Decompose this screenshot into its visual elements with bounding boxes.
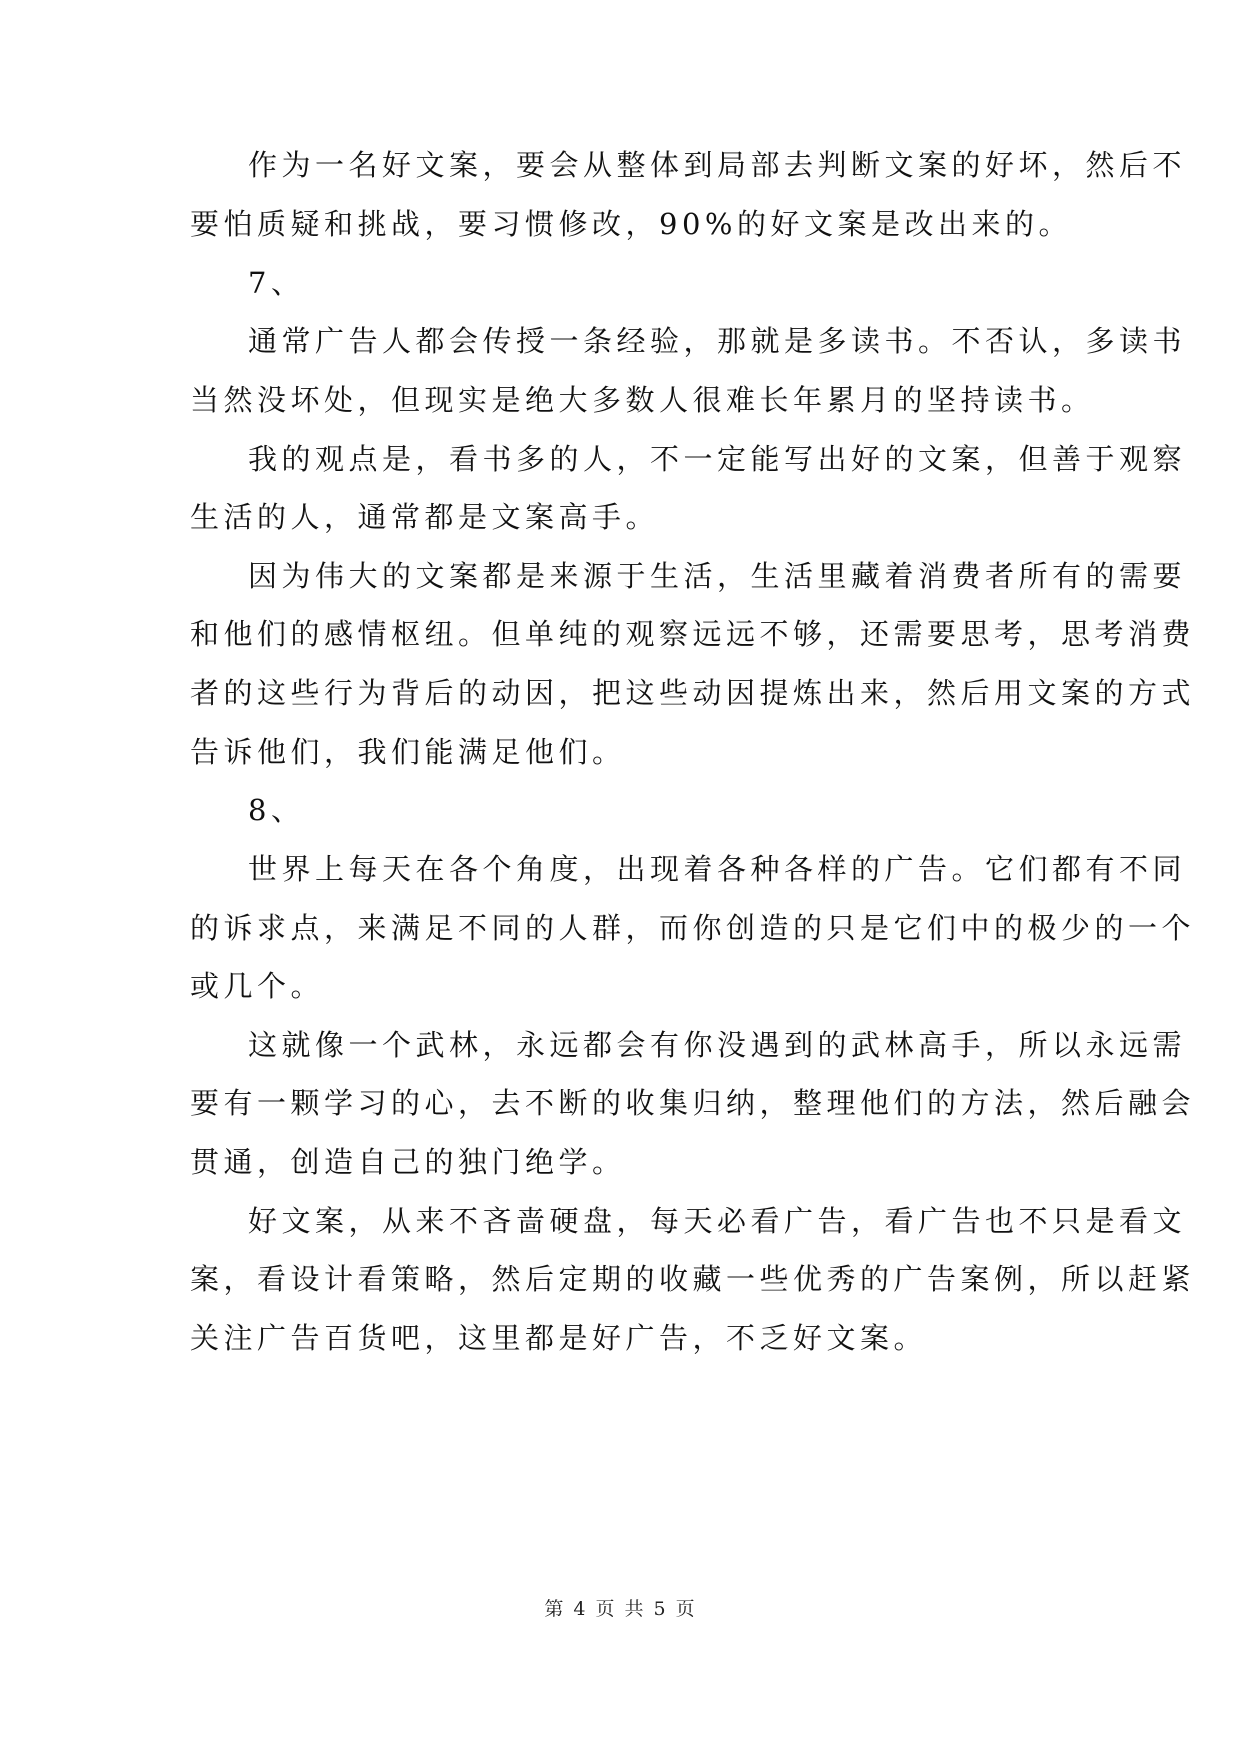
paragraph-line: 的诉求点，来满足不同的人群，而你创造的只是它们中的极少的一个 [190, 911, 1196, 945]
paragraph-line: 贯通，创造自己的独门绝学。 [190, 1145, 626, 1179]
paragraph-line: 因为伟大的文案都是来源于生活，生活里藏着消费者所有的需要 [248, 559, 1187, 593]
paragraph-line: 生活的人，通常都是文案高手。 [190, 500, 660, 534]
section-number: 7、 [248, 266, 305, 300]
paragraph-line: 这就像一个武林，永远都会有你没遇到的武林高手，所以永远需 [248, 1028, 1187, 1062]
paragraph-line: 世界上每天在各个角度，出现着各种各样的广告。它们都有不同 [248, 852, 1187, 886]
page-number-footer: 第 4 页 共 5 页 [544, 1598, 697, 1620]
paragraph-line: 案，看设计看策略，然后定期的收藏一些优秀的广告案例，所以赶紧 [190, 1262, 1196, 1296]
paragraph-line: 要怕质疑和挑战，要习惯修改，90%的好文案是改出来的。 [190, 207, 1072, 241]
paragraph-line: 告诉他们，我们能满足他们。 [190, 735, 626, 769]
paragraph-line: 者的这些行为背后的动因，把这些动因提炼出来，然后用文案的方式 [190, 676, 1196, 710]
paragraph-line: 当然没坏处，但现实是绝大多数人很难长年累月的坚持读书。 [190, 383, 1095, 417]
paragraph-line: 通常广告人都会传授一条经验，那就是多读书。不否认，多读书 [248, 324, 1187, 358]
paragraph-line: 和他们的感情枢纽。但单纯的观察远远不够，还需要思考，思考消费 [190, 617, 1196, 651]
paragraph-line: 或几个。 [190, 969, 325, 1003]
paragraph-line: 好文案，从来不吝啬硬盘，每天必看广告，看广告也不只是看文 [248, 1204, 1187, 1238]
paragraph-line: 要有一颗学习的心，去不断的收集归纳，整理他们的方法，然后融会 [190, 1086, 1196, 1120]
section-number: 8、 [248, 793, 305, 827]
paragraph-line: 我的观点是，看书多的人，不一定能写出好的文案，但善于观察 [248, 442, 1187, 476]
paragraph-line: 作为一名好文案，要会从整体到局部去判断文案的好坏，然后不 [248, 148, 1187, 182]
paragraph-line: 关注广告百货吧，这里都是好广告，不乏好文案。 [190, 1321, 928, 1355]
